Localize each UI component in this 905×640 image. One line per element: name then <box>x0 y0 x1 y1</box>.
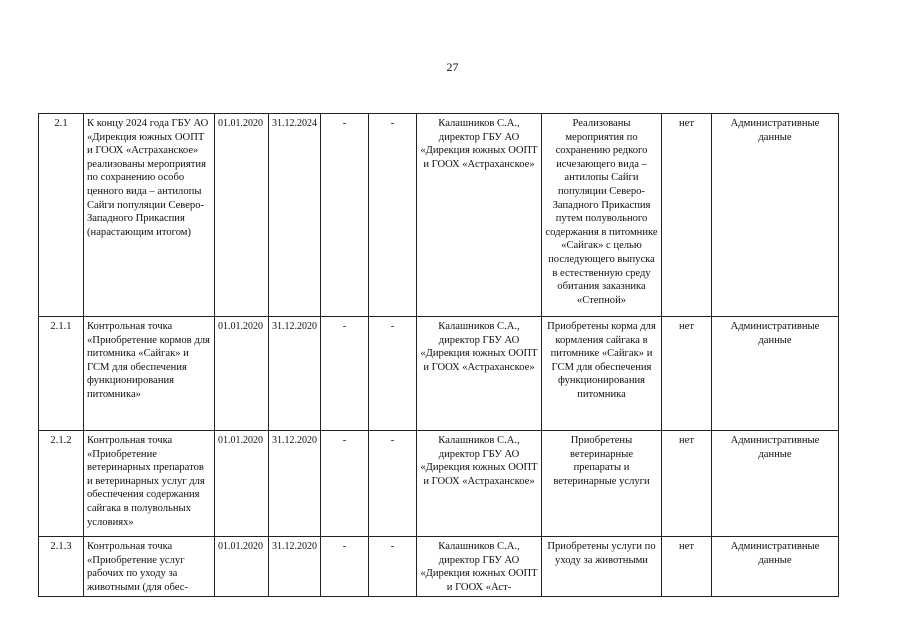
responsible: Калашников С.А., директор ГБУ АО «Дирекция южных ООПТ и ГООХ «Астраханское» <box>417 317 542 431</box>
responsible: Калашников С.А., директор ГБУ АО «Дирекция южных ООПТ и ГООХ «Астраханское» <box>417 431 542 537</box>
data-source: Административные данные <box>712 114 839 317</box>
end-date: 31.12.2020 <box>269 537 321 597</box>
result: Приобретены услуги по уходу за животными <box>542 537 662 597</box>
data-source: Административные данные <box>712 431 839 537</box>
flag: нет <box>662 431 712 537</box>
flag: нет <box>662 114 712 317</box>
empty-cell: - <box>369 431 417 537</box>
start-date: 01.01.2020 <box>215 537 269 597</box>
empty-cell: - <box>321 114 369 317</box>
data-source: Административные данные <box>712 317 839 431</box>
plan-table <box>38 113 839 597</box>
end-date: 31.12.2020 <box>269 431 321 537</box>
start-date: 01.01.2020 <box>215 114 269 317</box>
table-row <box>39 431 839 537</box>
row-number: 2.1 <box>39 114 84 317</box>
result: Приобретены корма для кормления сайгака в питомнике «Сайгак» и ГСМ для обеспечения функционирования питомника <box>542 317 662 431</box>
flag: нет <box>662 537 712 597</box>
empty-cell: - <box>321 537 369 597</box>
row-number: 2.1.3 <box>39 537 84 597</box>
row-number: 2.1.1 <box>39 317 84 431</box>
start-date: 01.01.2020 <box>215 431 269 537</box>
empty-cell: - <box>321 431 369 537</box>
empty-cell: - <box>369 114 417 317</box>
end-date: 31.12.2020 <box>269 317 321 431</box>
table-row <box>39 317 839 431</box>
empty-cell: - <box>369 537 417 597</box>
row-name: Контрольная точка «Приобретение кормов для питомника «Сайгак» и ГСМ для обеспечения функционирования питомника» <box>84 317 215 431</box>
page-number: 27 <box>446 60 459 74</box>
table-row <box>39 537 839 597</box>
empty-cell: - <box>369 317 417 431</box>
flag: нет <box>662 317 712 431</box>
row-name: Контрольная точка «Приобретение услуг рабочих по уходу за животными (для обес- <box>84 537 215 597</box>
result: Приобретены ветеринарные препараты и ветеринарные услуги <box>542 431 662 537</box>
data-source: Административные данные <box>712 537 839 597</box>
row-name: Контрольная точка «Приобретение ветеринарных препаратов и ветеринарных услуг для обеспечения содержания сайгака в полувольных условиях» <box>84 431 215 537</box>
row-number: 2.1.2 <box>39 431 84 537</box>
result: Реализованы мероприятия по сохранению редкого исчезающего вида – антилопы Сайги популяции Северо-Западного Прикаспия путем полувольного содержания в питомнике «Сайгак» с целью последующего выпуска в естественную среду обитания заказника «Степной» <box>542 114 662 317</box>
table-row <box>39 114 839 317</box>
row-name: К концу 2024 года ГБУ АО «Дирекция южных ООПТ и ГООХ «Астраханское» реализованы мероприятия по сохранению особо ценного вида – антилопы Сайги популяции Северо-Западного Прикаспия (нарастающим итогом) <box>84 114 215 317</box>
end-date: 31.12.2024 <box>269 114 321 317</box>
responsible: Калашников С.А., директор ГБУ АО «Дирекция южных ООПТ и ГООХ «Аст- <box>417 537 542 597</box>
responsible: Калашников С.А., директор ГБУ АО «Дирекция южных ООПТ и ГООХ «Астраханское» <box>417 114 542 317</box>
empty-cell: - <box>321 317 369 431</box>
start-date: 01.01.2020 <box>215 317 269 431</box>
